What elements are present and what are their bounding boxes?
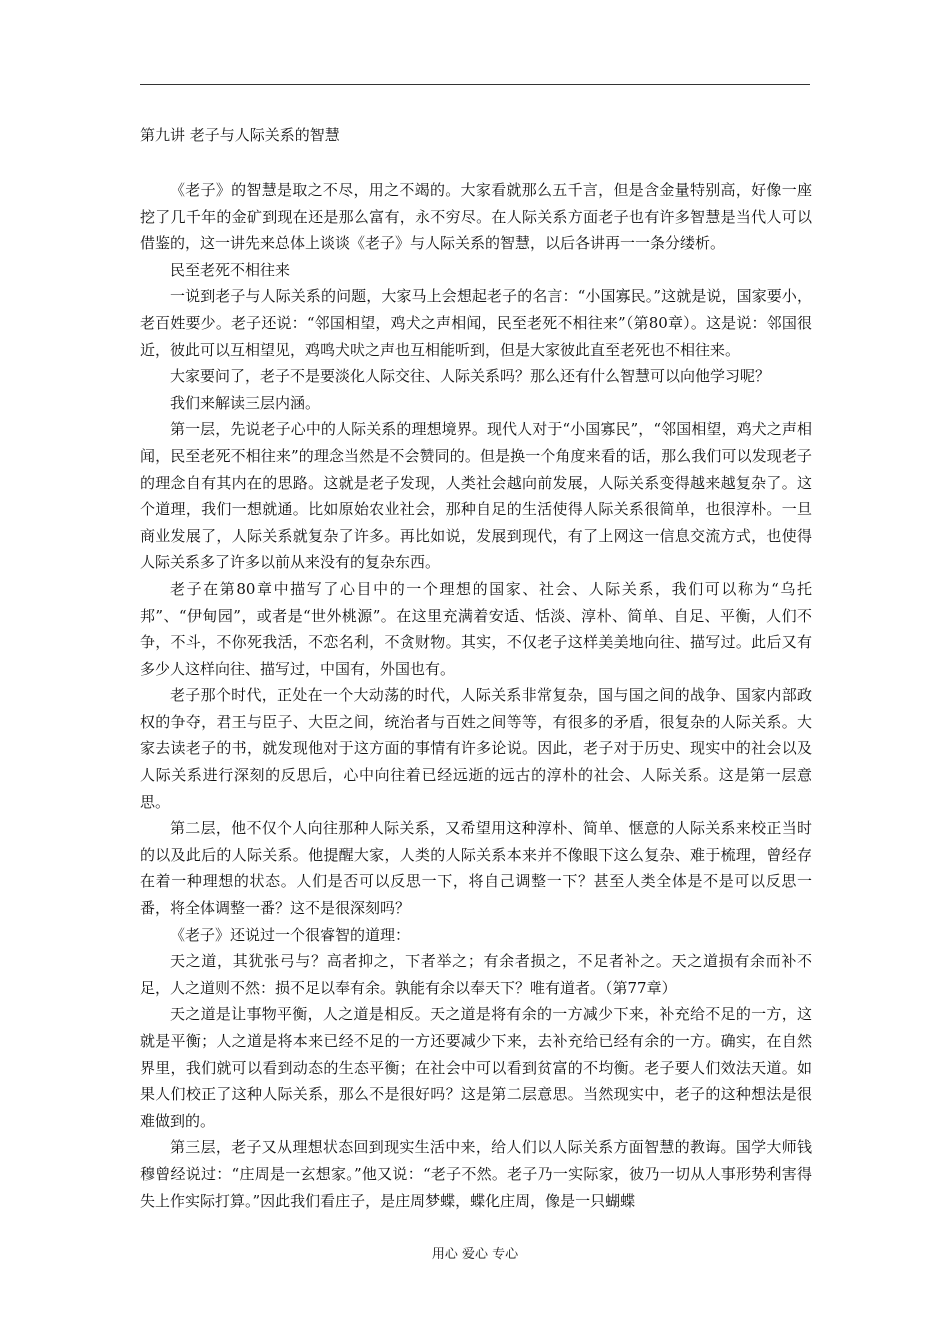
paragraph: 《老子》还说过一个很睿智的道理： bbox=[170, 925, 411, 944]
paragraph: 第三层，老子又从理想状态回到现实生活中来，给人们以人际关系方面智慧的教诲。国学大师钱穆曾经说过：“庄周是一玄想家。”他又说：“老子不然。老子乃一实际家，彼乃一切从人事形势利害得失上作实际打算。”因此我们看庄子，是庄周梦蝶，蝶化庄周，像是一只蝴蝶 bbox=[140, 1138, 812, 1210]
paragraph: 天之道是让事物平衡，人之道是相反。天之道是将有余的一方减少下来，补充给不足的一方，这就是平衡；人之道是将本来已经不足的一方还要减少下来，去补充给已经有余的一方。确实，在自然界里，我们就可以看到动态的生态平衡；在社会中可以看到贫富的不均衡。老子要人们效法天道。如果人们校正了这种人际关系，那么不是很好吗？这是第二层意思。当然现实中，老子的这种想法是很难做到的。 bbox=[140, 1005, 812, 1130]
quotation: 天之道，其犹张弓与？高者抑之，下者举之；有余者损之，不足者补之。天之道损有余而补不足，人之道则不然：损不足以奉有余。孰能有余以奉天下？唯有道者。（第77章） bbox=[140, 952, 812, 997]
paragraph: 老子在第80章中描写了心目中的一个理想的国家、社会、人际关系，我们可以称为“乌托邦”、“伊甸园”，或者是“世外桃源”。在这里充满着安适、恬淡、淳朴、简单、自足、平衡，人们不争，不斗，不你死我活，不恋名利，不贪财物。其实，不仅老子这样美美地向往、描写过。此后又有多少人这样向往、描写过，中国有，外国也有。 bbox=[140, 579, 812, 678]
page-title: 第九讲 老子与人际关系的智慧 bbox=[140, 126, 340, 144]
section-heading: 民至老死不相往来 bbox=[170, 260, 291, 279]
paragraph: 第一层，先说老子心中的人际关系的理想境界。现代人对于“小国寡民”，“邻国相望，鸡犬之声相闻，民至老死不相往来”的理念当然是不会赞同的。但是换一个角度来看的话，那么我们可以发现老子的理念自有其内在的思路。这就是老子发现，人类社会越向前发展，人际关系变得越来越复杂了。这个道理，我们一想就通。比如原始农业社会，那种自足的生活使得人际关系很简单，也很淳朴。一旦商业发展了，人际关系就复杂了许多。再比如说，发展到现代，有了上网这一信息交流方式，也使得人际关系多了许多以前从来没有的复杂东西。 bbox=[140, 420, 812, 572]
paragraph: 老子那个时代，正处在一个大动荡的时代，人际关系非常复杂，国与国之间的战争、国家内部政权的争夺，君王与臣子、大臣之间，统治者与百姓之间等等，有很多的矛盾，很复杂的人际关系。大家去读老子的书，就发现他对于这方面的事情有许多论说。因此，老子对于历史、现实中的社会以及人际关系进行深刻的反思后，心中向往着已经远逝的远古的淳朴的社会、人际关系。这是第一层意思。 bbox=[140, 686, 812, 811]
paragraph: 一说到老子与人际关系的问题，大家马上会想起老子的名言：“小国寡民。”这就是说，国家要小，老百姓要少。老子还说：“邻国相望，鸡犬之声相闻，民至老死不相往来”（第80章）。这是说：邻国很近，彼此可以互相望见，鸡鸣犬吠之声也互相能听到，但是大家彼此直至老死也不相往来。 bbox=[140, 287, 812, 359]
paragraph: 我们来解读三层内涵。 bbox=[170, 393, 321, 412]
page-footer: 用心 爱心 专心 bbox=[431, 1247, 519, 1262]
paragraph: 《老子》的智慧是取之不尽，用之不竭的。大家看就那么五千言，但是含金量特别高，好像一座挖了几千年的金矿到现在还是那么富有，永不穷尽。在人际关系方面老子也有许多智慧是当代人可以借鉴的，这一讲先来总体上谈谈《老子》与人际关系的智慧，以后各讲再一一条分缕析。 bbox=[140, 181, 812, 253]
document-body bbox=[140, 177, 812, 1214]
paragraph: 大家要问了，老子不是要淡化人际交往、人际关系吗？那么还有什么智慧可以向他学习呢？ bbox=[170, 367, 771, 386]
paragraph: 第二层，他不仅个人向往那种人际关系，又希望用这种淳朴、简单、惬意的人际关系来校正当时的以及此后的人际关系。他提醒大家，人类的人际关系本来并不像眼下这么复杂、难于梳理，曾经存在着一种理想的状态。人们是否可以反思一下，将自己调整一下？甚至人类全体是不是可以反思一番，将全体调整一番？这不是很深刻吗？ bbox=[140, 819, 812, 918]
header-rule bbox=[140, 84, 810, 85]
